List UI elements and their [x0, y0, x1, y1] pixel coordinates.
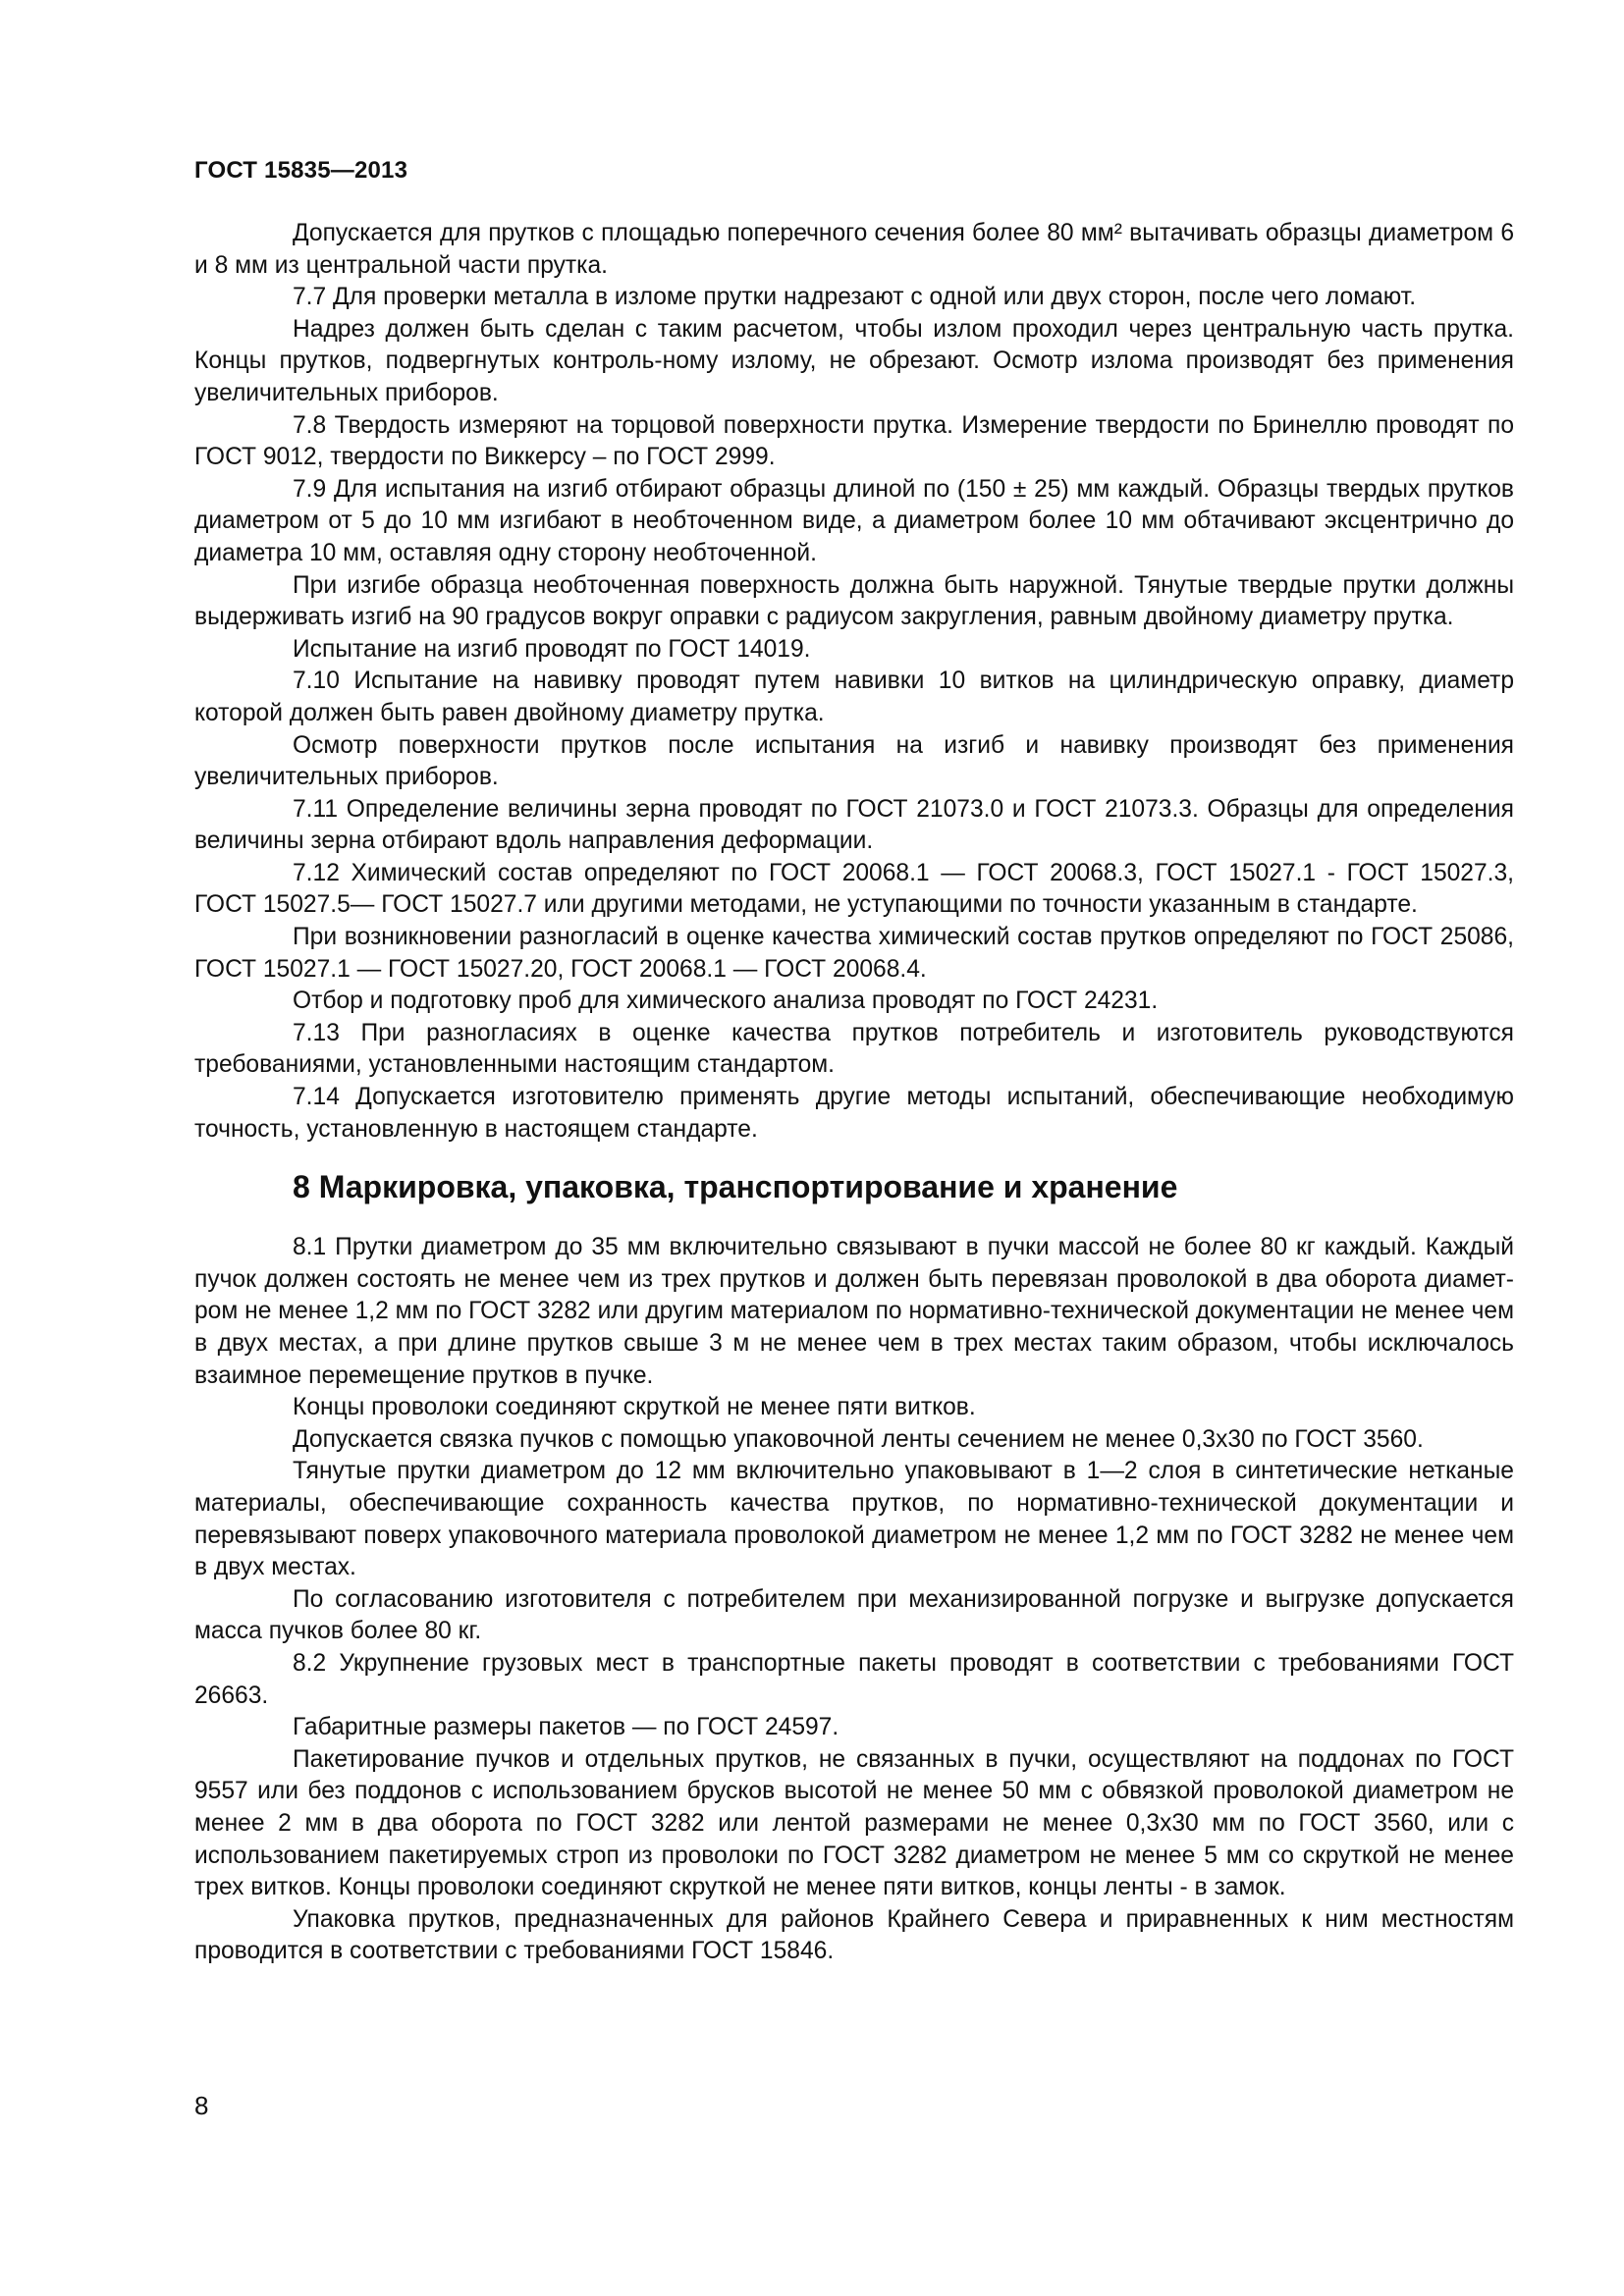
paragraph: 7.14 Допускается изготовителю применять другие методы испытаний, обеспечивающие необходимую точность, установленную в настоящем стандарте.	[194, 1084, 1514, 1143]
paragraph: Допускается связка пучков с помощью упаковочной ленты сечением не менее 0,3х30 по ГОСТ 3560.	[293, 1425, 1424, 1453]
paragraph: 8.2 Укрупнение грузовых мест в транспортные пакеты проводят в соответствии с требованиями ГОСТ 26663.	[194, 1649, 1514, 1709]
paragraph: Упаковка прутков, предназначенных для районов Крайнего Севера и приравненных к ним местностям проводится в соответствии с требованиями ГОСТ 15846.	[194, 1905, 1514, 1965]
paragraph: Пакетирование пучков и отдельных прутков, не связанных в пучки, осуществляют на поддонах по ГОСТ 9557 или без поддонов с использованием брусков высотой не менее 50 мм с обвязкой проволокой диаметром не менее 2 мм в два оборота по ГОСТ 3282 или лентой размерами не менее 0,3х30 мм по ГОСТ 3560, или с использованием пакетируемых строп из проволоки по ГОСТ 3282 диаметром не менее 5 мм со скруткой не менее трех витков. Концы проволоки соединяют скруткой не менее пяти витков, концы ленты - в замок.	[194, 1745, 1514, 1901]
paragraph: При изгибе образца необточенная поверхность должна быть наружной. Тянутые твердые прутки должны выдерживать изгиб на 90 градусов вокруг оправки с радиусом закругления, равным двойному диаметру прутка.	[194, 571, 1514, 631]
paragraph: По согласованию изготовителя с потребителем при механизированной погрузке и выгрузке допускается масса пучков более 80 кг.	[194, 1585, 1514, 1645]
paragraph: Габаритные размеры пакетов — по ГОСТ 24597.	[293, 1714, 839, 1741]
paragraph: Концы проволоки соединяют скруткой не менее пяти витков.	[293, 1394, 976, 1421]
paragraph: Допускается для прутков с площадью поперечного сечения более 80 мм² вытачивать образцы диаметром 6 и 8 мм из центральной части прутка.	[194, 220, 1514, 279]
paragraph: 7.10 Испытание на навивку проводят путем навивки 10 витков на цилиндрическую оправку, диаметр которой должен быть равен двойному диаметру прутка.	[194, 667, 1514, 726]
paragraph: Испытание на изгиб проводят по ГОСТ 14019.	[293, 635, 811, 663]
paragraph: Отбор и подготовку проб для химического анализа проводят по ГОСТ 24231.	[293, 988, 1159, 1015]
paragraph: 7.13 При разногласиях в оценке качества прутков потребитель и изготовитель руководствуются требованиями, установленными настоящим стандартом.	[194, 1019, 1514, 1079]
document-body	[194, 218, 1514, 1968]
paragraph: При возникновении разногласий в оценке качества химический состав прутков определяют по ГОСТ 25086, ГОСТ 15027.1 — ГОСТ 15027.20, ГОСТ 20068.1 — ГОСТ 20068.4.	[194, 924, 1514, 983]
paragraph: 7.12 Химический состав определяют по ГОСТ 20068.1 — ГОСТ 20068.3, ГОСТ 15027.1 - ГОСТ 15027.3, ГОСТ 15027.5— ГОСТ 15027.7 или другими методами, не уступающими по точности указанным в стандарте.	[194, 859, 1514, 919]
document-header: ГОСТ 15835—2013	[194, 157, 408, 184]
paragraph: 7.11 Определение величины зерна проводят по ГОСТ 21073.0 и ГОСТ 21073.3. Образцы для определения величины зерна отбирают вдоль направления деформации.	[194, 795, 1514, 855]
page-number: 8	[194, 2091, 209, 2120]
paragraph: 8.1 Прутки диаметром до 35 мм включительно связывают в пучки массой не более 80 кг каждый. Каждый пучок должен состоять не менее чем из трех прутков и должен быть перевязан проволокой в два оборота диамет-ром не менее 1,2 мм по ГОСТ 3282 или другим материалом по нормативно-технической документации не менее чем в двух местах, а при длине прутков свыше 3 м не менее чем в трех местах таким образом, чтобы исключалось взаимное перемещение прутков в пучке.	[194, 1234, 1514, 1389]
section-heading: 8 Маркировка, упаковка, транспортирование и хранение	[293, 1169, 1178, 1205]
paragraph: Осмотр поверхности прутков после испытания на изгиб и навивку производят без применения увеличительных приборов.	[194, 731, 1514, 791]
paragraph: Надрез должен быть сделан с таким расчетом, чтобы излом проходил через центральную часть прутка. Концы прутков, подвергнутых контроль-ному излому, не обрезают. Осмотр излома производят без применения увеличительных приборов.	[194, 315, 1514, 406]
paragraph: 7.7 Для проверки металла в изломе прутки надрезают с одной или двух сторон, после чего ломают.	[293, 284, 1417, 311]
paragraph: Тянутые прутки диаметром до 12 мм включительно упаковывают в 1—2 слоя в синтетические нетканые материалы, обеспечивающие сохранность качества прутков, по нормативно-технической документации и перевязывают поверх упаковочного материала проволокой диаметром не менее 1,2 мм по ГОСТ 3282 не менее чем в двух местах.	[194, 1458, 1514, 1581]
paragraph: 7.8 Твердость измеряют на торцовой поверхности прутка. Измерение твердости по Бринеллю проводят по ГОСТ 9012, твердости по Виккерсу – по ГОСТ 2999.	[194, 411, 1514, 471]
paragraph: 7.9 Для испытания на изгиб отбирают образцы длиной по (150 ± 25) мм каждый. Образцы твердых прутков диаметром от 5 до 10 мм изгибают в необточенном виде, а диаметром более 10 мм обтачивают эксцентрично до диаметра 10 мм, оставляя одну сторону необточенной.	[194, 475, 1514, 566]
